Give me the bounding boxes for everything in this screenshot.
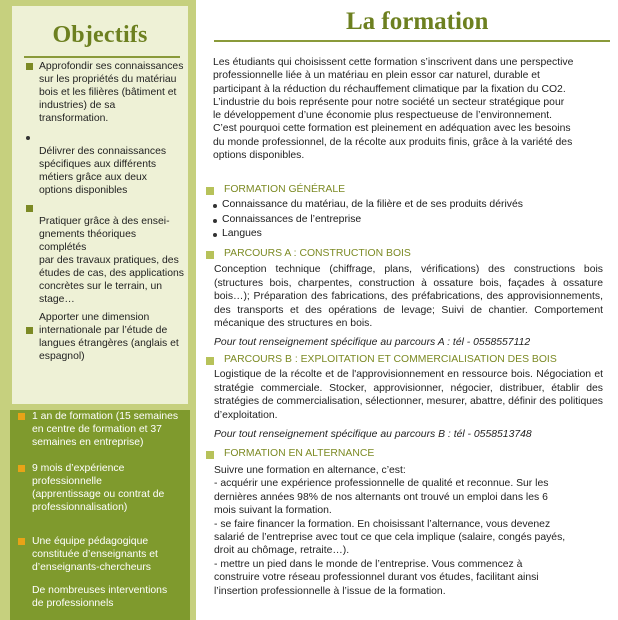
general-list (213, 198, 603, 242)
parcours-b-text: Logistique de la récolte et de l'approvisionnement en ressource bois. Négociation et stratégie commerciale. Stocker, approvisionner, négocier, distribuer, établir des stratégies de commercialisation, sélectionner, mesurer, abattre, définir des politiques d’exploitation. (214, 369, 603, 421)
title-rule (214, 40, 610, 42)
section-heading-label: FORMATION GÉNÉRALE (224, 184, 346, 195)
parcours-b-contact: Pour tout renseignement spécifique au parcours B : tél - 0558513748 (214, 429, 532, 440)
parcours-a-contact: Pour tout renseignement spécifique au parcours A : tél - 0558557112 (214, 337, 531, 348)
square-bullet-icon (26, 63, 33, 70)
square-bullet-icon (26, 205, 33, 212)
section-heading-label: FORMATION EN ALTERNANCE (224, 448, 375, 459)
square-bullet-icon (206, 251, 214, 259)
intro-paragraph: Les étudiants qui choisissent cette formation s’inscrivent dans une perspective professionnelle liée à un matériau en plein essor car naturel, durable et participant à la réduction du réchauffement climatique par la fixation du CO2. L’industrie du bois représente pour notre société un secteur stratégique pour le développement d’une économie plus respectueuse de l’environnement. C’est pourquoi cette formation est pleinement en adéquation avec les besoins du monde professionnel, de la récolte aux produits finis, grâce à la variété des options disponibles. (213, 57, 574, 162)
alternance-text: Suivre une formation en alternance, c’est: - acquérir une expérience professionnelle de qualité et reconnue. Sur les dernières années 98% de nos alternants ont trouvé un emploi dans les 6 mois suivant la formation. - se faire financer la formation. En choisissant l’alternance, vous devenez salarié de l’entreprise avec tout ce que cela implique (salaire, congés payés, droit au chômage, retraite…). - mettre un pied dans le monde de l’entreprise. Vous commencez à construire votre réseau professionnel durant vos études, facilitant ainsi l’insertion professionnelle à l’issue de la formation. (214, 465, 566, 597)
objective-text: Pratiquer grâce à des ensei- gnements théoriques complétés par des travaux pratiques, des études de cas, des applications concrètes sur le terrain, un stage… (39, 216, 184, 305)
objective-item (26, 60, 186, 125)
orange-bullet-icon (18, 413, 25, 420)
square-bullet-icon (206, 357, 214, 365)
list-item: Connaissances de l’entreprise (213, 213, 603, 228)
feature-item (18, 522, 186, 574)
objective-text: Approfondir ses connaissances sur les propriétés du matériau bois et les filières (bâtiment et industries) de sa transformation. (39, 61, 184, 124)
feature-item (18, 584, 186, 610)
features-panel (10, 410, 190, 620)
list-item: Langues (213, 227, 603, 242)
orange-bullet-icon (18, 465, 25, 472)
dot-bullet-icon (26, 136, 30, 140)
page-title: La formation (346, 8, 489, 35)
objectives-title: Objectifs (52, 22, 148, 48)
feature-text: 9 mois d’expérience professionnelle (apprentissage ou contrat de professionnalisation) (32, 463, 165, 513)
orange-bullet-icon (18, 538, 25, 545)
objective-item (26, 202, 186, 306)
feature-item (18, 410, 186, 449)
section-heading-label: PARCOURS A : CONSTRUCTION BOIS (224, 248, 411, 259)
objective-text: Délivrer des connaissances spécifiques aux différents métiers grâce aux deux options disponibles (39, 146, 167, 196)
sidebar (0, 0, 196, 620)
objective-item (26, 298, 186, 363)
objective-text: Apporter une dimension internationale par l’étude de langues étrangères (anglais et espagnol) (39, 312, 179, 362)
feature-text: 1 an de formation (15 semaines en centre de formation et 37 semaines en entreprise) (32, 411, 179, 448)
objective-item (26, 132, 186, 197)
section-heading-label: PARCOURS B : EXPLOITATION ET COMMERCIALISATION DES BOIS (224, 354, 557, 365)
feature-text: De nombreuses interventions de professionnels (32, 585, 168, 609)
square-bullet-icon (206, 451, 214, 459)
square-bullet-icon (206, 187, 214, 195)
list-item: Connaissance du matériau, de la filière et de ses produits dérivés (213, 198, 603, 213)
parcours-a-text: Conception technique (chiffrage, plans, vérifications) des constructions bois (structures bois, charpentes, construction à ossature bois, façades à ossature bois…); Préparation des fabrications, des préfabrications, des approvisionnements, des transports et des opérations de levage; Suivi de chantier. Comportement mécanique des structures en bois. (214, 264, 603, 329)
objectives-title-rule (24, 56, 180, 58)
feature-text: Une équipe pédagogique constituée d’enseignants et d’enseignants-chercheurs (32, 536, 158, 573)
objectives-panel (12, 6, 188, 404)
square-bullet-icon (26, 327, 33, 334)
feature-item (18, 462, 186, 514)
